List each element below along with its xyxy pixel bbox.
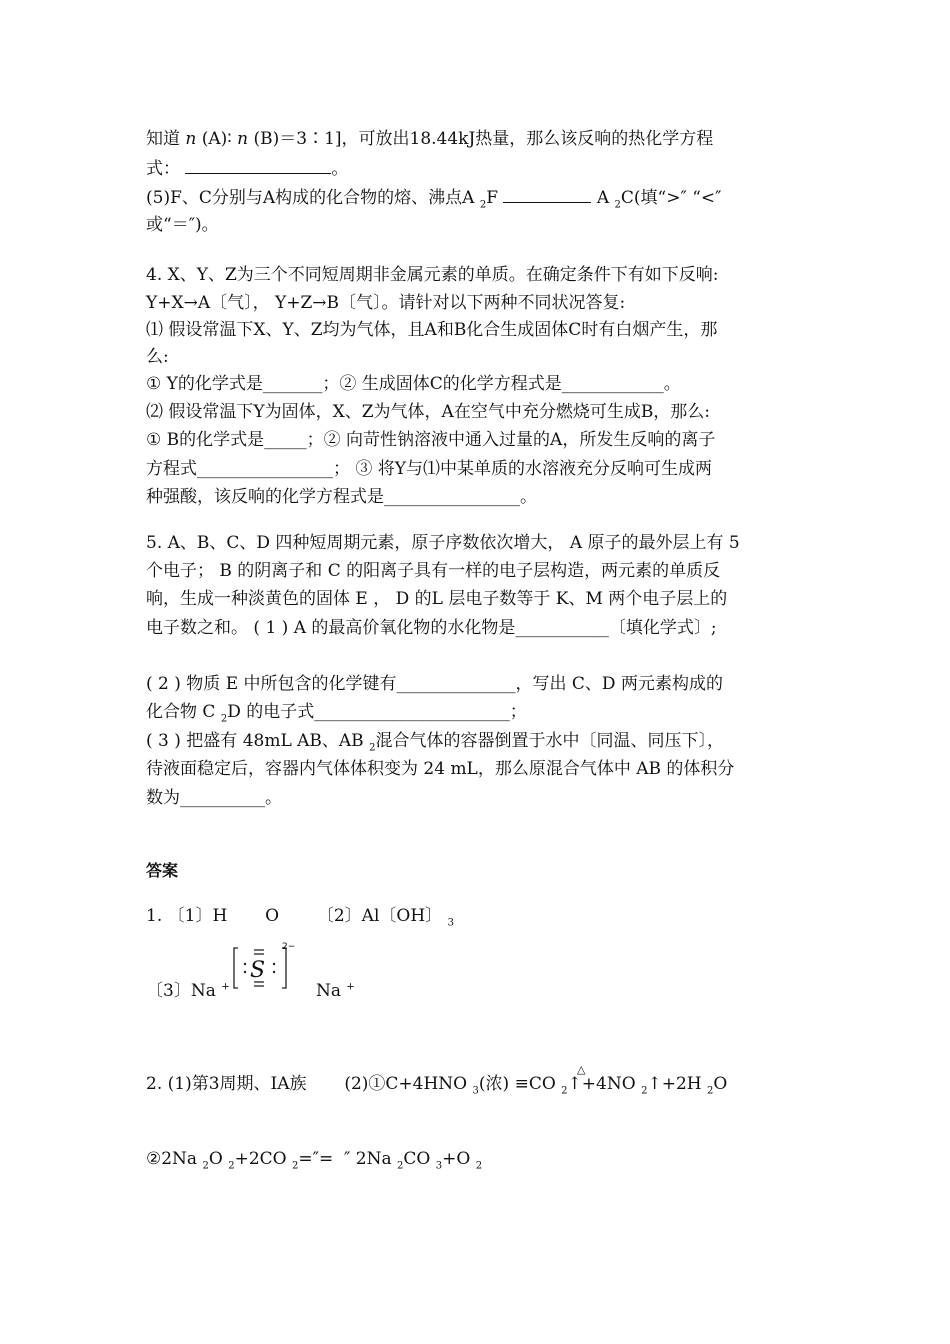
text-line: 1. 〔1〕H O 〔2〕Al〔OH〕 $_3$ (146, 906, 454, 929)
sulfide-symbol: S (250, 958, 266, 983)
text-line: 么: (146, 347, 169, 367)
text-line: 个电子； B 的阴离子和 C 的阳离子具有一样的电子层构造，两元素的单质反 (146, 561, 721, 581)
text-line: 数为__________。 (146, 788, 282, 808)
sulfide-charge: 2− (282, 942, 296, 952)
text-line: ① B的化学式是_____；② 向苛性钠溶液中通入过量的A，所发生反响的离子 (146, 430, 716, 450)
text-line: 待液面稳定后，容器内气体体积变为 24 mL，那么原混合气体中 AB 的体积分 (146, 759, 735, 779)
heating-delta-mark: △ (577, 1063, 586, 1076)
text-line: Na + (316, 981, 355, 1001)
text-line: ⑴ 假设常温下X、Y、Z均为气体，且A和B化合生成固体C时有白烟产生，那 (146, 320, 718, 340)
text-line: 响，生成一种淡黄色的固体 E ， D 的L 层电子数等于 K、M 两个电子层上的 (146, 589, 728, 609)
text-line: 电子数之和。 ( 1 ) A 的最高价氧化物的水化物是___________〔填化学式〕; (146, 618, 717, 638)
text-line: 知道 n (A)∶ n (B)＝3∶1]，可放出18.44kJ热量，那么该反响的热化学方程 (146, 129, 714, 149)
sulfide-ion-electron-dot-icon (232, 940, 296, 996)
text-line: 种强酸，该反响的化学方程式是________________。 (146, 487, 537, 507)
answer-heading: 答案 (146, 861, 179, 880)
text-line: (5)F、C分别与A构成的化合物的熔、沸点A $_2$F A $_2$C(填“>″ “<″ (146, 188, 722, 211)
text-line: ⑵ 假设常温下Y为固体，X、Z为气体，A在空气中充分燃烧可生成B，那么: (146, 402, 711, 422)
text-line: 或“＝″)。 (146, 215, 219, 235)
text-line: ① Y的化学式是_______；② 生成固体C的化学方程式是____________。 (146, 374, 681, 394)
text-line: 2. (1)第3周期、ⅠA族 (2)①C+4HNO $_3$(浓) ≡CO $_2$↑+4NO $_2$↑+2H $_2$O (146, 1074, 728, 1097)
text-line: ( 2 ) 物质 E 中所包含的化学键有______________，写出 C、D 两元素构成的 (146, 674, 723, 694)
text-line: 化合物 C $_2$D 的电子式_______________________； (146, 702, 527, 725)
text-line: ②2Na $_2$O $_2$+2CO $_2$=″= ″ 2Na $_2$CO $_3$+O $_2$ (146, 1149, 483, 1172)
text-line: Y+X→A〔气〕， Y+Z→B〔气〕。请针对以下两种不同状况答复: (146, 293, 626, 313)
text-line: 5. A、B、C、D 四种短周期元素，原子序数依次增大， A 原子的最外层上有 5 (146, 533, 740, 553)
text-line: 式： 。 (146, 159, 349, 179)
text-line: 4. X、Y、Z为三个不同短周期非金属元素的单质。在确定条件下有如下反响: (146, 265, 719, 285)
text-line: 〔3〕Na + (146, 981, 230, 1001)
text-line: 方程式________________； ③ 将Y与⑴中某单质的水溶液充分反响可生成两 (146, 459, 713, 479)
text-line: ( 3 ) 把盛有 48mL AB、AB $_2$混合气体的容器倒置于水中〔同温、同压下〕， (146, 731, 724, 754)
